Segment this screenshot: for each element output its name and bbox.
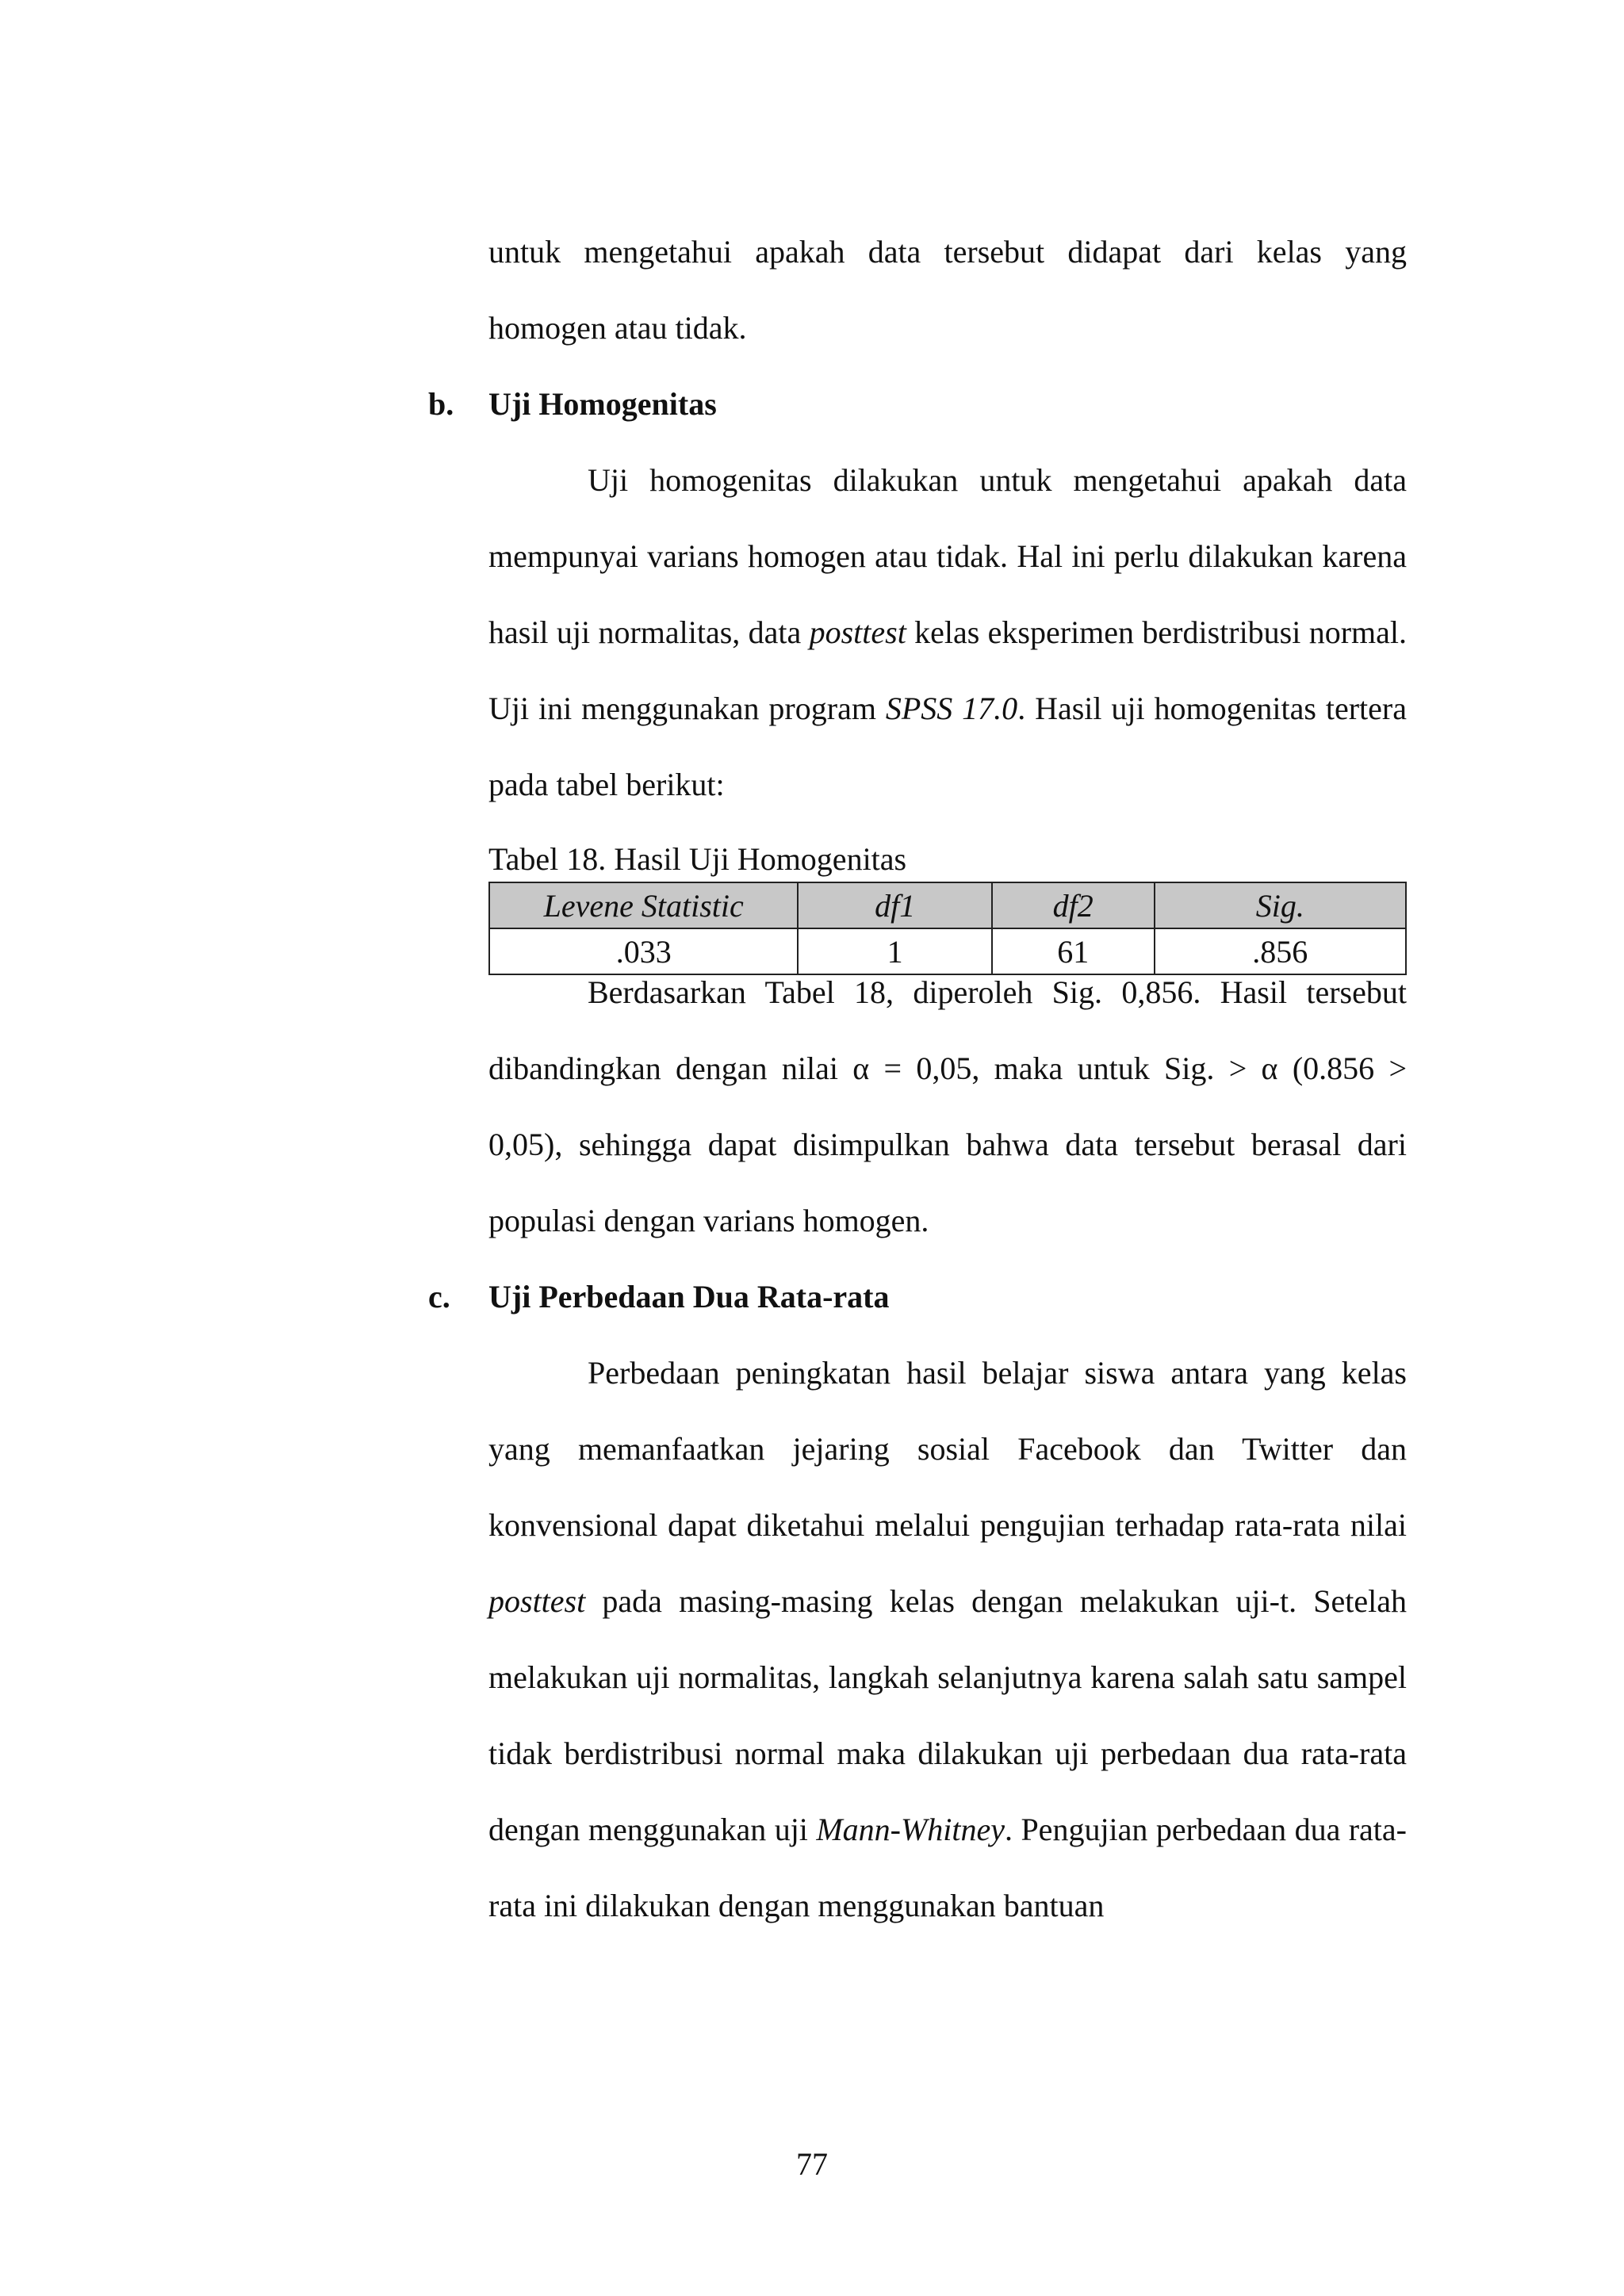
- section-c-p1-emphasis-posttest: posttest: [488, 1583, 586, 1619]
- table-header-cell: df2: [992, 882, 1155, 928]
- section-b-paragraph-1: [488, 442, 1407, 823]
- continuation-paragraph: [488, 214, 1407, 366]
- table-header-cell: Levene Statistic: [489, 882, 798, 928]
- section-b-p1-text-c: . Hasil uji homogenitas tertera pada tabel berikut:: [488, 691, 1408, 802]
- section-b-title: Uji Homogenitas: [488, 386, 717, 422]
- section-b-p1-emphasis-posttest: posttest: [809, 614, 906, 650]
- table-cell: 1: [798, 928, 992, 974]
- section-b-p1-emphasis-spss: SPSS 17.0: [885, 691, 1018, 726]
- table-caption: Tabel 18. Hasil Uji Homogenitas: [488, 841, 907, 877]
- table-header-cell: Sig.: [1155, 882, 1406, 928]
- continuation-text: untuk mengetahui apakah data tersebut didapat dari kelas yang homogen atau tidak.: [488, 234, 1407, 346]
- section-c-p1-text-c: . Pengujian perbedaan dua rata-rata ini dilakukan dengan menggunakan bantuan: [488, 1812, 1407, 1923]
- table-header-cell: df1: [798, 882, 992, 928]
- table-cell: .856: [1155, 928, 1406, 974]
- section-c-p1-emphasis-mann-whitney: Mann-Whitney: [816, 1812, 1005, 1847]
- section-c-title: Uji Perbedaan Dua Rata-rata: [488, 1279, 890, 1314]
- table-cell: 61: [992, 928, 1155, 974]
- section-b-p1-text-b: kelas eksperimen berdistribusi normal. Uji ini menggunakan program: [488, 614, 1407, 726]
- table-cell: .033: [489, 928, 798, 974]
- section-b-paragraph-2: [488, 955, 1407, 1259]
- section-b-letter: b.: [428, 386, 454, 422]
- table-header-row: [489, 882, 1406, 928]
- section-c-letter: c.: [428, 1279, 450, 1314]
- section-c-p1-text-a: Perbedaan peningkatan hasil belajar siswa antara yang kelas yang memanfaatkan jejaring sosial Facebook dan Twitter dan konvensional dapat diketahui melalui pengujian terhadap rata-rata nilai: [488, 1355, 1407, 1543]
- section-c-paragraph-1: [488, 1335, 1407, 1944]
- section-b-p1-text-a: Uji homogenitas dilakukan untuk mengetahui apakah data mempunyai varians homogen atau tidak. Hal ini perlu dilakukan karena hasil uji normalitas, data: [488, 462, 1407, 650]
- section-c-p1-text-b: pada masing-masing kelas dengan melakukan uji-t. Setelah melakukan uji normalitas, langkah selanjutnya karena salah satu sampel tidak berdistribusi normal maka dilakukan uji perbedaan dua rata-rata dengan menggunakan uji: [488, 1583, 1407, 1847]
- section-b-p2-text: Berdasarkan Tabel 18, diperoleh Sig. 0,856. Hasil tersebut dibandingkan dengan nilai α = 0,05, maka untuk Sig. > α (0.856 > 0,05), sehingga dapat disimpulkan bahwa data tersebut berasal dari populasi dengan varians homogen.: [488, 974, 1407, 1238]
- page-number: 77: [796, 2146, 828, 2182]
- section-c-heading: [428, 1259, 1407, 1335]
- section-b-heading: [428, 366, 1407, 442]
